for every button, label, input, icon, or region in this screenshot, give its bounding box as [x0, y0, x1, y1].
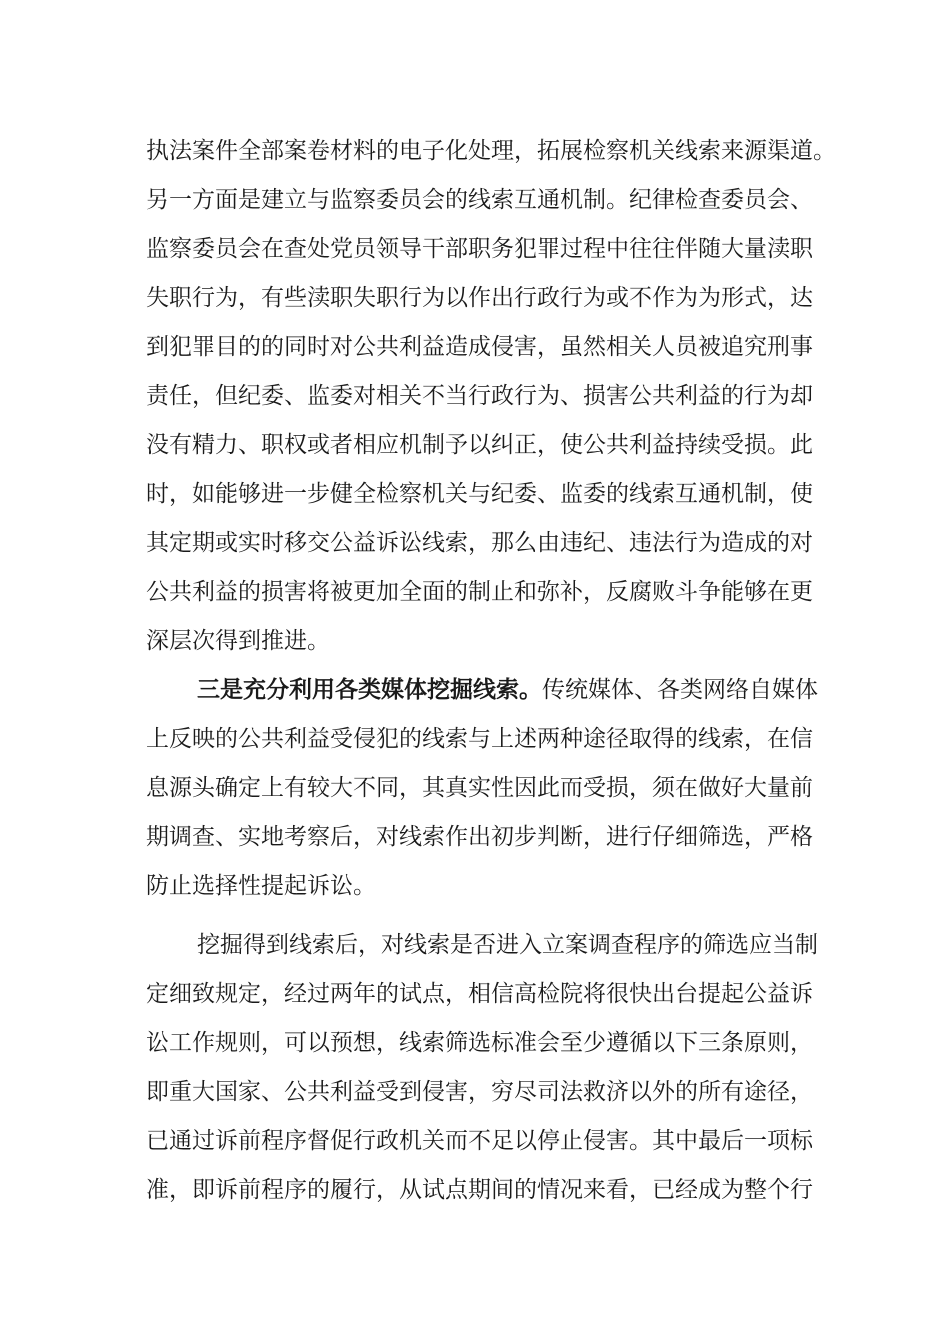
text-line: 上反映的公共利益受侵犯的线索与上述两种途径取得的线索，在信: [146, 726, 813, 752]
text-line: 息源头确定上有较大不同，其真实性因此而受损，须在做好大量前: [146, 775, 813, 801]
text-line: 已通过诉前程序督促行政机关而不足以停止侵害。其中最后一项标: [146, 1128, 813, 1154]
text-line: 失职行为，有些渎职失职行为以作出行政行为或不作为为形式，达: [146, 285, 813, 311]
text-line: 另一方面是建立与监察委员会的线索互通机制。纪律检查委员会、: [146, 187, 813, 213]
text-line: 期调查、实地考察后，对线索作出初步判断，进行仔细筛选，严格: [146, 824, 813, 850]
text-line: 到犯罪目的的同时对公共利益造成侵害，虽然相关人员被追究刑事: [146, 334, 813, 360]
text-line: 其定期或实时移交公益诉讼线索，那么由违纪、违法行为造成的对: [146, 530, 813, 556]
text-line: 执法案件全部案卷材料的电子化处理，拓展检察机关线索来源渠道。: [146, 138, 836, 164]
text-line: 准，即诉前程序的履行，从试点期间的情况来看，已经成为整个行: [146, 1177, 813, 1203]
text-run: 传统媒体、各类网络自媒体: [542, 677, 818, 703]
text-line: 即重大国家、公共利益受到侵害，穷尽司法救济以外的所有途径，: [146, 1079, 813, 1105]
text-line: 责任，但纪委、监委对相关不当行政行为、损害公共利益的行为却: [146, 383, 813, 409]
section-heading: 三是充分利用各类媒体挖掘线索。: [197, 676, 542, 703]
paragraph-first-line: [197, 670, 818, 710]
text-line: 公共利益的损害将被更加全面的制止和弥补，反腐败斗争能够在更: [146, 579, 813, 605]
text-line: 监察委员会在查处党员领导干部职务犯罪过程中往往伴随大量渎职: [146, 236, 813, 262]
text-line: 定细致规定，经过两年的试点，相信高检院将很快出台提起公益诉: [146, 981, 813, 1007]
text-line: 讼工作规则，可以预想，线索筛选标准会至少遵循以下三条原则，: [146, 1030, 813, 1056]
text-line: 没有精力、职权或者相应机制予以纠正，使公共利益持续受损。此: [146, 432, 813, 458]
text-line: 深层次得到推进。: [146, 628, 330, 654]
text-line: 时，如能够进一步健全检察机关与纪委、监委的线索互通机制，使: [146, 481, 813, 507]
text-line: 挖掘得到线索后，对线索是否进入立案调查程序的筛选应当制: [197, 932, 818, 958]
text-line: 防止选择性提起诉讼。: [146, 873, 376, 899]
